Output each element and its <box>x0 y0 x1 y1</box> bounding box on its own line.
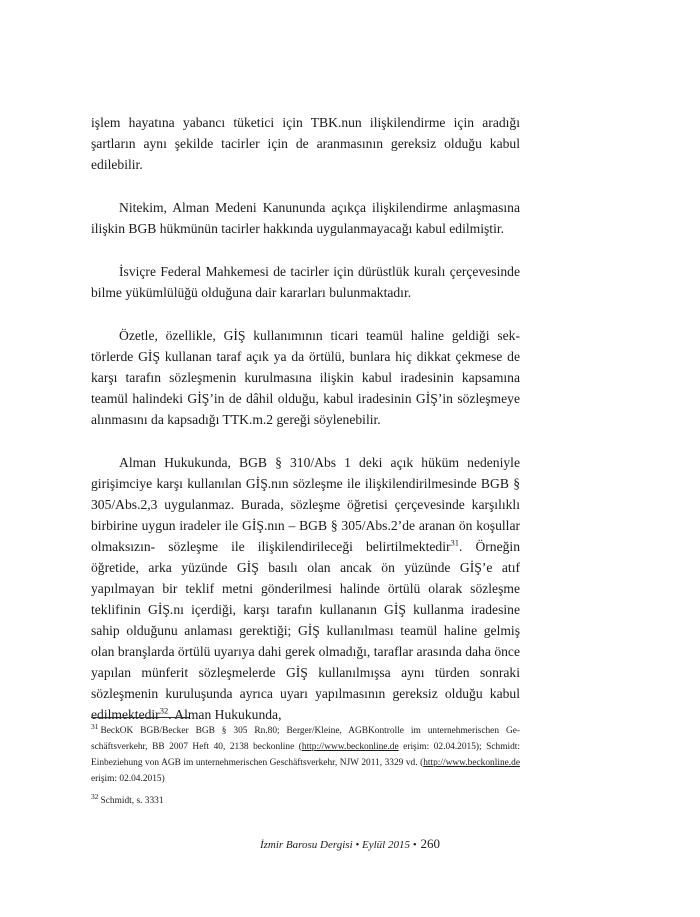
footnote-32 <box>91 793 520 809</box>
footnote-31 <box>91 723 520 787</box>
footnote-divider <box>91 717 189 718</box>
page-number: 260 <box>420 836 441 851</box>
page-body <box>91 112 520 725</box>
footnote-link[interactable]: http://www.beckonline.de <box>423 758 520 768</box>
footnote-text: erişim: 02.04.2015); Schmidt: Einbeziehung von AGB im unternehmerischen Geschäftsverkehr, NJW 2011, 3329 vd. ( <box>91 742 521 768</box>
footnote-number: 32 <box>91 791 99 801</box>
footnote-text: erişim: 02.04.2015) <box>91 774 165 784</box>
paragraph-5-text-b: . Örneğin öğretide, arka yüzünde GİŞ basılı olan ancak ön yüzünde GİŞ’e atıf yapılmayan bir teklif metni gönderilmesi halinde örtülü olarak sözleşme teklifinin GİŞ.nı içerdiği, karşı tarafın kullananın GİŞ kullanma iradesine sahip olduğunu anlaması gerektiği; GİŞ kullanılması teamül haline gelmiş olan branşlarda örtülü uyarıya dahi gerek olmadığı, taraflar arasında daha önce yapılan münferit sözleşmelerde GİŞ kullanılmışsa aynı türden sonraki sözleşmenin kuruluşunda ayrıca uyarı yapılmasının gereksiz olduğu kabul edilmektedir <box>91 539 520 722</box>
page-footer <box>0 836 700 852</box>
journal-name: İzmir Barosu Dergisi • Eylül 2015 • <box>259 839 417 851</box>
footnote-link[interactable]: http://www.beckonline.de <box>301 742 399 752</box>
paragraph-2: Nitekim, Alman Medeni Kanununda açıkça ilişkilendirme anlaşmasına ilişkin BGB hükmünün tacirler hakkında uygulanmayacağı kabul edilmiştir. <box>91 200 520 236</box>
paragraph-5-text-a: Alman Hukukunda, BGB § 310/Abs 1 deki açık hüküm nedeniyle girişimciye karşı kullanılan GİŞ.nın sözleşme ile ilişkilendirilmesinde BGB § 305/Abs.2,3 uygulanmaz. Burada, sözleşme öğretisi çerçevesinde karşılıklı birbirine uygun iradeler ile GİŞ.nın – BGB § 305/Abs.2’de aranan ön koşullar olmaksızın- sözleşme ile ilişkilendirileceği belirtilmektedir <box>91 455 520 554</box>
footnote-ref-31[interactable]: 31 <box>450 537 459 548</box>
footnote-ref-32[interactable]: 32 <box>159 705 169 716</box>
footnote-text: BeckOK BGB/Becker BGB § 305 Rn.80; Berger/Kleine, AGBKontrolle im unternehmerischen Geschäftsverkehr, BB 2007 Heft 40, 2138 beckonline ( <box>91 726 520 752</box>
paragraph-4: Özetle, özellikle, GİŞ kullanımının ticari teamül haline geldiği sektörlerde GİŞ kullanan taraf açık ya da örtülü, bunlara hiç dikkat çekmese de karşı tarafın sözleşmenin kurulmasına ilişkin kabul iradesinin kapsamına teamül halindeki GİŞ’in de dâhil olduğu, kabul iradesinin GİŞ’in sözleşmeye alınmasını da kapsadığı TTK.m.2 gereği söylenebilir. <box>91 328 520 427</box>
footnote-number: 31 <box>91 721 99 731</box>
paragraph-3: İsviçre Federal Mahkemesi de tacirler için dürüstlük kuralı çerçevesinde bilme yükümlülüğü olduğuna dair kararları bulunmaktadır. <box>91 264 520 300</box>
footnote-text: Schmidt, s. 3331 <box>100 796 164 806</box>
paragraph-1: işlem hayatına yabancı tüketici için TBK.nun ilişkilendirme için aradığı şartların aynı şekilde tacirler için de aranmasının gereksiz olduğu kabul edilebilir. <box>91 115 520 172</box>
paragraph-5-text-c: . Alman Hukukunda, <box>168 707 282 722</box>
paragraph-5 <box>91 452 520 725</box>
footnotes <box>91 723 520 815</box>
